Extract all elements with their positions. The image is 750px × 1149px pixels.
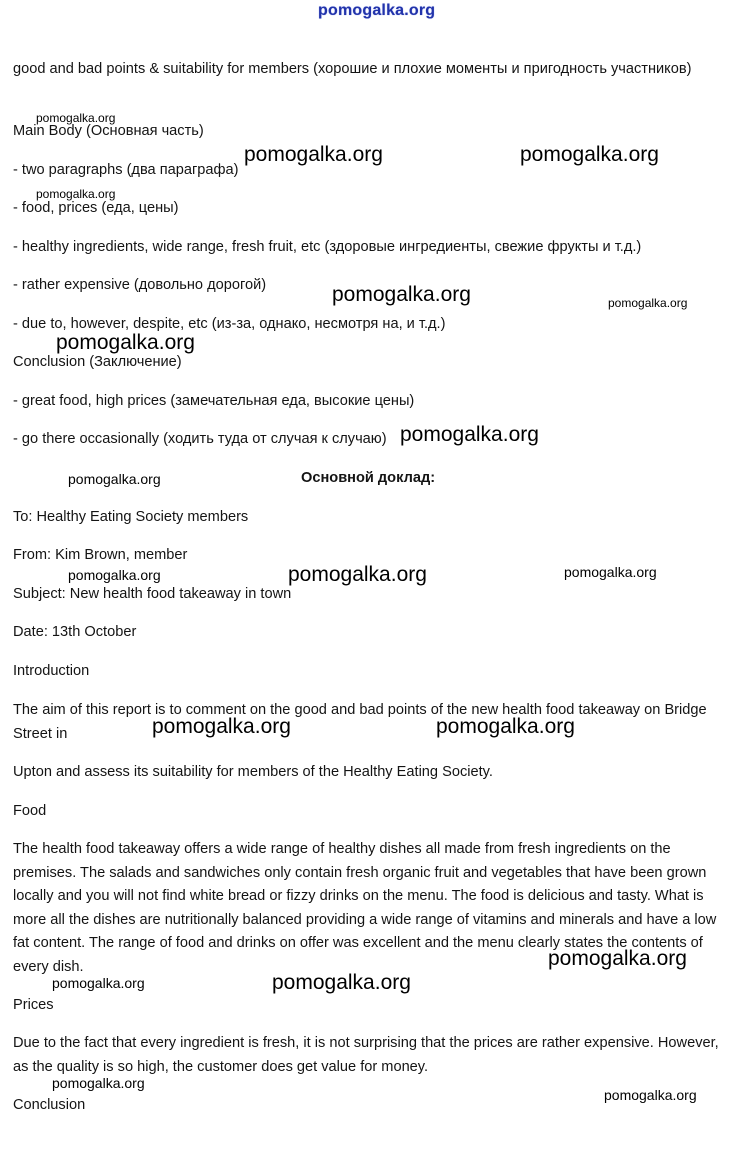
watermark: pomogalka.org [56, 331, 195, 354]
food-heading: Food [13, 803, 47, 819]
conclusion-heading: Conclusion [13, 1097, 86, 1113]
prices-text: Due to the fact that every ingredient is fresh, it is not surprising that the prices are rather expensive. However, as the quality is so high, the customer does get value for money. [13, 1035, 719, 1075]
watermark: pomogalka.org [400, 423, 539, 446]
report-from: From: Kim Brown, member [13, 547, 188, 563]
prices-heading: Prices [13, 997, 54, 1013]
watermark: pomogalka.org [548, 947, 687, 970]
watermark: pomogalka.org [288, 563, 427, 586]
watermark: pomogalka.org [436, 715, 575, 738]
doc-line-4: - food, prices (еда, цены) [13, 200, 179, 216]
doc-line-3: - two paragraphs (два параграфа) [13, 162, 239, 178]
introduction-text-1: The aim of this report is to comment on the good and bad points of the new health food takeaway on Bridge Street in [13, 702, 707, 742]
watermark: pomogalka.org [36, 111, 116, 125]
watermark: pomogalka.org [520, 143, 659, 166]
doc-line-2: Main Body (Основная часть) [13, 123, 204, 139]
watermark: pomogalka.org [68, 471, 161, 487]
doc-line-5: - healthy ingredients, wide range, fresh fruit, etc (здоровые ингредиенты, свежие фрукты и т.д.) [13, 239, 642, 255]
doc-line-10: - go there occasionally (ходить туда от случая к случаю) [13, 431, 387, 447]
report-to: To: Healthy Eating Society members [13, 509, 249, 525]
doc-line-1: good and bad points & suitability for members (хорошие и плохие моменты и пригодность участников) [13, 61, 692, 77]
doc-line-9: - great food, high prices (замечательная еда, высокие цены) [13, 393, 415, 409]
header-watermark: pomogalka.org [318, 2, 436, 19]
watermark: pomogalka.org [564, 564, 657, 580]
doc-line-7: - due to, however, despite, etc (из-за, однако, несмотря на, и т.д.) [13, 316, 446, 332]
report-date: Date: 13th October [13, 624, 137, 640]
doc-line-6: - rather expensive (довольно дорогой) [13, 277, 267, 293]
watermark: pomogalka.org [52, 1075, 145, 1091]
watermark: pomogalka.org [272, 971, 411, 994]
watermark: pomogalka.org [52, 975, 145, 991]
watermark: pomogalka.org [332, 283, 471, 306]
introduction-heading: Introduction [13, 663, 90, 679]
watermark: pomogalka.org [608, 296, 688, 310]
doc-line-8: Conclusion (Заключение) [13, 354, 182, 370]
report-subject: Subject: New health food takeaway in town [13, 586, 292, 602]
watermark: pomogalka.org [604, 1087, 697, 1103]
watermark: pomogalka.org [244, 143, 383, 166]
introduction-text-2: Upton and assess its suitability for members of the Healthy Eating Society. [13, 764, 493, 780]
report-heading: Основной доклад: [301, 470, 436, 486]
watermark: pomogalka.org [68, 567, 161, 583]
food-text: The health food takeaway offers a wide range of healthy dishes all made from fresh ingredients on the premises. The salads and sandwiches only contain fresh organic fruit and vegetables that have been grown locally and you will not find white bread or fizzy drinks on the menu. The food is delicious and tasty. What is more all the dishes are nutritionally balanced providing a wide range of vitamins and minerals and have a low fat content. The range of food and drinks on offer was excellent and the menu clearly states the contents of every dish. [13, 841, 717, 975]
watermark: pomogalka.org [36, 187, 116, 201]
watermark: pomogalka.org [152, 715, 291, 738]
